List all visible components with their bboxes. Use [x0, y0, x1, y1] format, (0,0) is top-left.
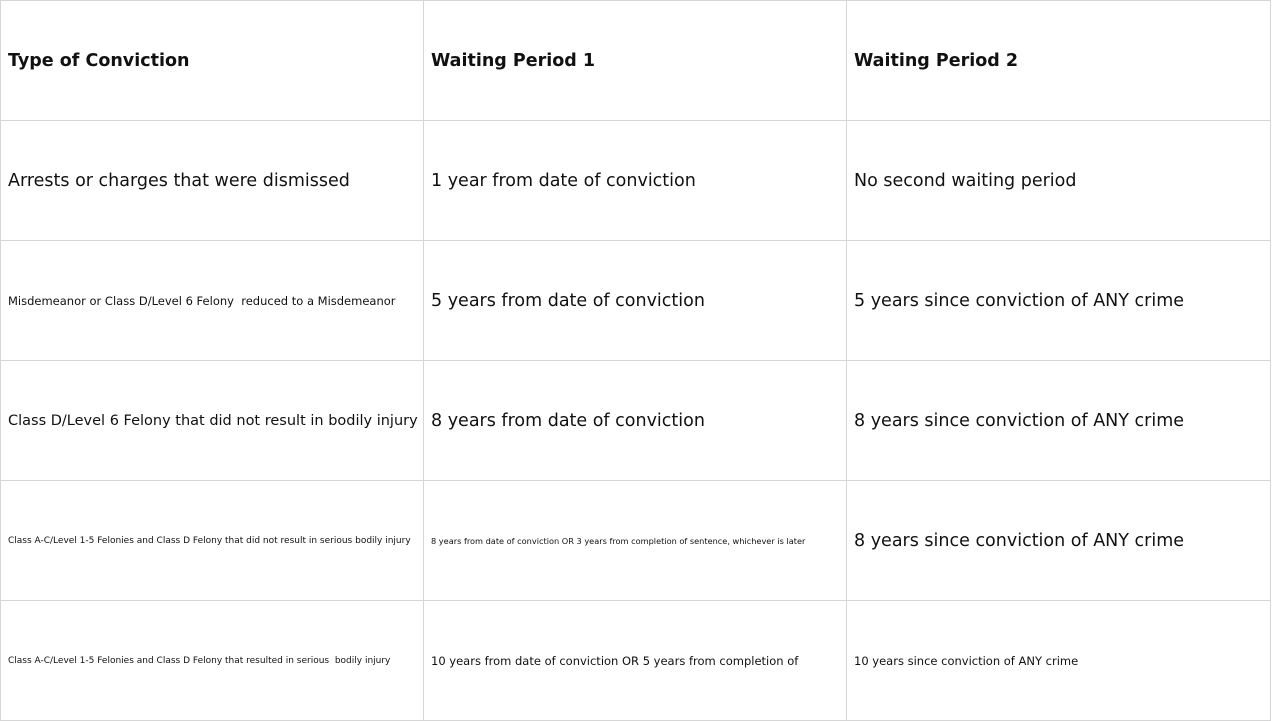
header-waiting-period-1: Waiting Period 1 [424, 1, 847, 121]
cell-conviction-type: Misdemeanor or Class D/Level 6 Felony reduced to a Misdemeanor [1, 241, 424, 361]
cell-waiting-period-1: 5 years from date of conviction [424, 241, 847, 361]
cell-conviction-type: Arrests or charges that were dismissed [1, 121, 424, 241]
cell-waiting-period-1: 8 years from date of conviction [424, 361, 847, 481]
cell-waiting-period-2: 5 years since conviction of ANY crime [847, 241, 1271, 361]
cell-conviction-type: Class A-C/Level 1-5 Felonies and Class D Felony that did not result in serious bodily injury [1, 481, 424, 601]
cell-conviction-type: Class D/Level 6 Felony that did not result in bodily injury [1, 361, 424, 481]
cell-waiting-period-2: 8 years since conviction of ANY crime [847, 361, 1271, 481]
header-waiting-period-2: Waiting Period 2 [847, 1, 1271, 121]
cell-conviction-type: Class A-C/Level 1-5 Felonies and Class D Felony that resulted in serious bodily injury [1, 601, 424, 721]
table-row [1, 481, 1271, 601]
header-type-of-conviction: Type of Conviction [1, 1, 424, 121]
cell-waiting-period-1: 10 years from date of conviction OR 5 years from completion of [424, 601, 847, 721]
table-row [1, 121, 1271, 241]
header-row [1, 1, 1271, 121]
table-row [1, 361, 1271, 481]
cell-waiting-period-2: No second waiting period [847, 121, 1271, 241]
table-row [1, 241, 1271, 361]
cell-waiting-period-2: 8 years since conviction of ANY crime [847, 481, 1271, 601]
table-row [1, 601, 1271, 721]
cell-waiting-period-2: 10 years since conviction of ANY crime [847, 601, 1271, 721]
cell-waiting-period-1: 8 years from date of conviction OR 3 years from completion of sentence, whichever is later [424, 481, 847, 601]
cell-waiting-period-1: 1 year from date of conviction [424, 121, 847, 241]
